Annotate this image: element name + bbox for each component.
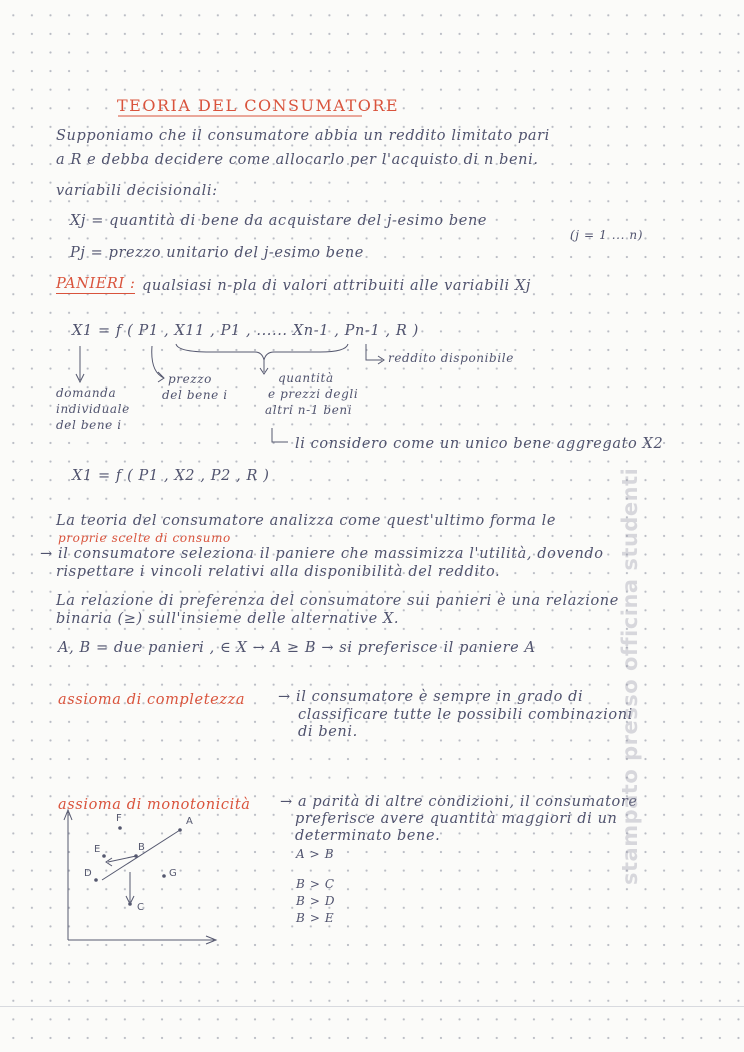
- teoria-line-1: La teoria del consumatore analizza come quest'ultimo forma le: [56, 513, 557, 529]
- relazione-line-1: La relazione di preferenza del consumatore sui panieri è una relazione: [56, 593, 619, 609]
- domanda-line-3: del bene i: [56, 418, 122, 432]
- relation-b-d: B > D: [296, 894, 336, 908]
- variables-heading: variabili decisionali:: [56, 183, 218, 199]
- arrow-line-1: → il consumatore seleziona il paniere che massimizza l'utilità, dovendo: [40, 546, 604, 562]
- graph-point-a: [178, 828, 182, 832]
- graph-point-e: [102, 854, 106, 858]
- assioma-completezza-line-1: → il consumatore è sempre in grado di: [278, 689, 584, 705]
- watermark: stampato presso officina studenti: [618, 467, 642, 885]
- page-title: TEORIA DEL CONSUMATORE: [117, 96, 400, 115]
- quantita-arrow: [260, 360, 268, 374]
- graph-label-b: B: [138, 842, 145, 853]
- graph-label-g: G: [169, 868, 177, 879]
- domanda-line-2: individuale: [56, 402, 130, 416]
- variable-x-definition: Xj = quantità di bene da acquistare del j-esimo bene: [70, 213, 488, 229]
- panieri-label: PANIERI :: [56, 276, 136, 292]
- graph-point-d: [94, 878, 98, 882]
- assioma-completezza-label: assioma di completezza: [58, 692, 246, 708]
- assioma-monotonicita-line-3: determinato bene.: [295, 828, 441, 844]
- reddito-arrow: [366, 344, 384, 364]
- quantita-line-1: quantità: [278, 371, 334, 385]
- arrow-line-2: rispettare i vincoli relativi alla disponibilità del reddito.: [56, 564, 501, 580]
- intro-line-1: Supponiamo che il consumatore abbia un reddito limitato pari: [56, 128, 550, 144]
- assioma-monotonicita-line-1: → a parità di altre condizioni, il consumatore: [280, 794, 638, 810]
- graph-x-axis: [68, 936, 216, 944]
- relation-b-e: B > E: [296, 911, 335, 925]
- graph-label-d: D: [84, 868, 92, 879]
- prezzo-line-2: del bene i: [162, 388, 228, 402]
- graph-point-g: [162, 874, 166, 878]
- aggregato-arrow: [272, 428, 288, 442]
- assioma-completezza-line-3: di beni.: [298, 724, 358, 740]
- demand-function-aggregated: X1 = f ( P1 , X2 , P2 , R ): [72, 468, 270, 484]
- graph-label-c: C: [137, 902, 144, 913]
- demand-function-full: X1 = f ( P1 , X11 , P1 , ...... Xn-1 , Pn-1 , R ): [72, 323, 419, 339]
- quantita-line-2: e prezzi degli: [268, 387, 359, 401]
- graph-y-axis: [64, 810, 72, 940]
- domanda-line-1: domanda: [56, 386, 117, 400]
- teoria-line-2: proprie scelte di consumo: [58, 531, 231, 545]
- assioma-monotonicita-line-2: preferisce avere quantità maggiori di un: [295, 811, 618, 827]
- relation-a-b: A > B: [296, 847, 335, 861]
- variable-range: (j = 1 ... n): [570, 228, 644, 242]
- aggregato-note: li considero come un unico bene aggregato X2: [295, 436, 664, 452]
- prezzo-arrow: [152, 346, 164, 382]
- relation-b-c: B > C: [296, 877, 335, 891]
- assioma-completezza-line-2: classificare tutte le possibili combinazioni: [298, 707, 633, 723]
- assioma-monotonicita-label: assioma di monotonicità: [58, 797, 251, 813]
- quantita-line-3: altri n-1 beni: [265, 403, 353, 417]
- ab-definition: A, B = due panieri , ∈ X → A ≥ B → si preferisce il paniere A: [58, 640, 536, 656]
- prezzo-line-1: prezzo: [168, 372, 212, 386]
- graph-point-b: [134, 854, 138, 858]
- panieri-definition: qualsiasi n-pla di valori attribuiti alle variabili Xj: [142, 278, 532, 294]
- graph-label-f: F: [116, 813, 122, 824]
- reddito-label: reddito disponibile: [388, 351, 514, 365]
- graph-arrow-bc: [126, 872, 134, 904]
- relazione-line-2: binaria (≥) sull'insieme delle alternative X.: [56, 611, 400, 627]
- page-bottom-line: [0, 1006, 744, 1007]
- graph-point-c: [128, 902, 132, 906]
- intro-line-2: a R e debba decidere come allocarlo per l'acquisto di n beni.: [56, 152, 539, 168]
- graph-label-a: A: [186, 816, 193, 827]
- quantita-brace: [176, 344, 348, 360]
- variable-p-definition: Pj = prezzo unitario del j-esimo bene: [70, 245, 364, 261]
- graph-point-f: [118, 826, 122, 830]
- graph-label-e: E: [94, 844, 101, 855]
- domanda-arrow: [76, 346, 84, 382]
